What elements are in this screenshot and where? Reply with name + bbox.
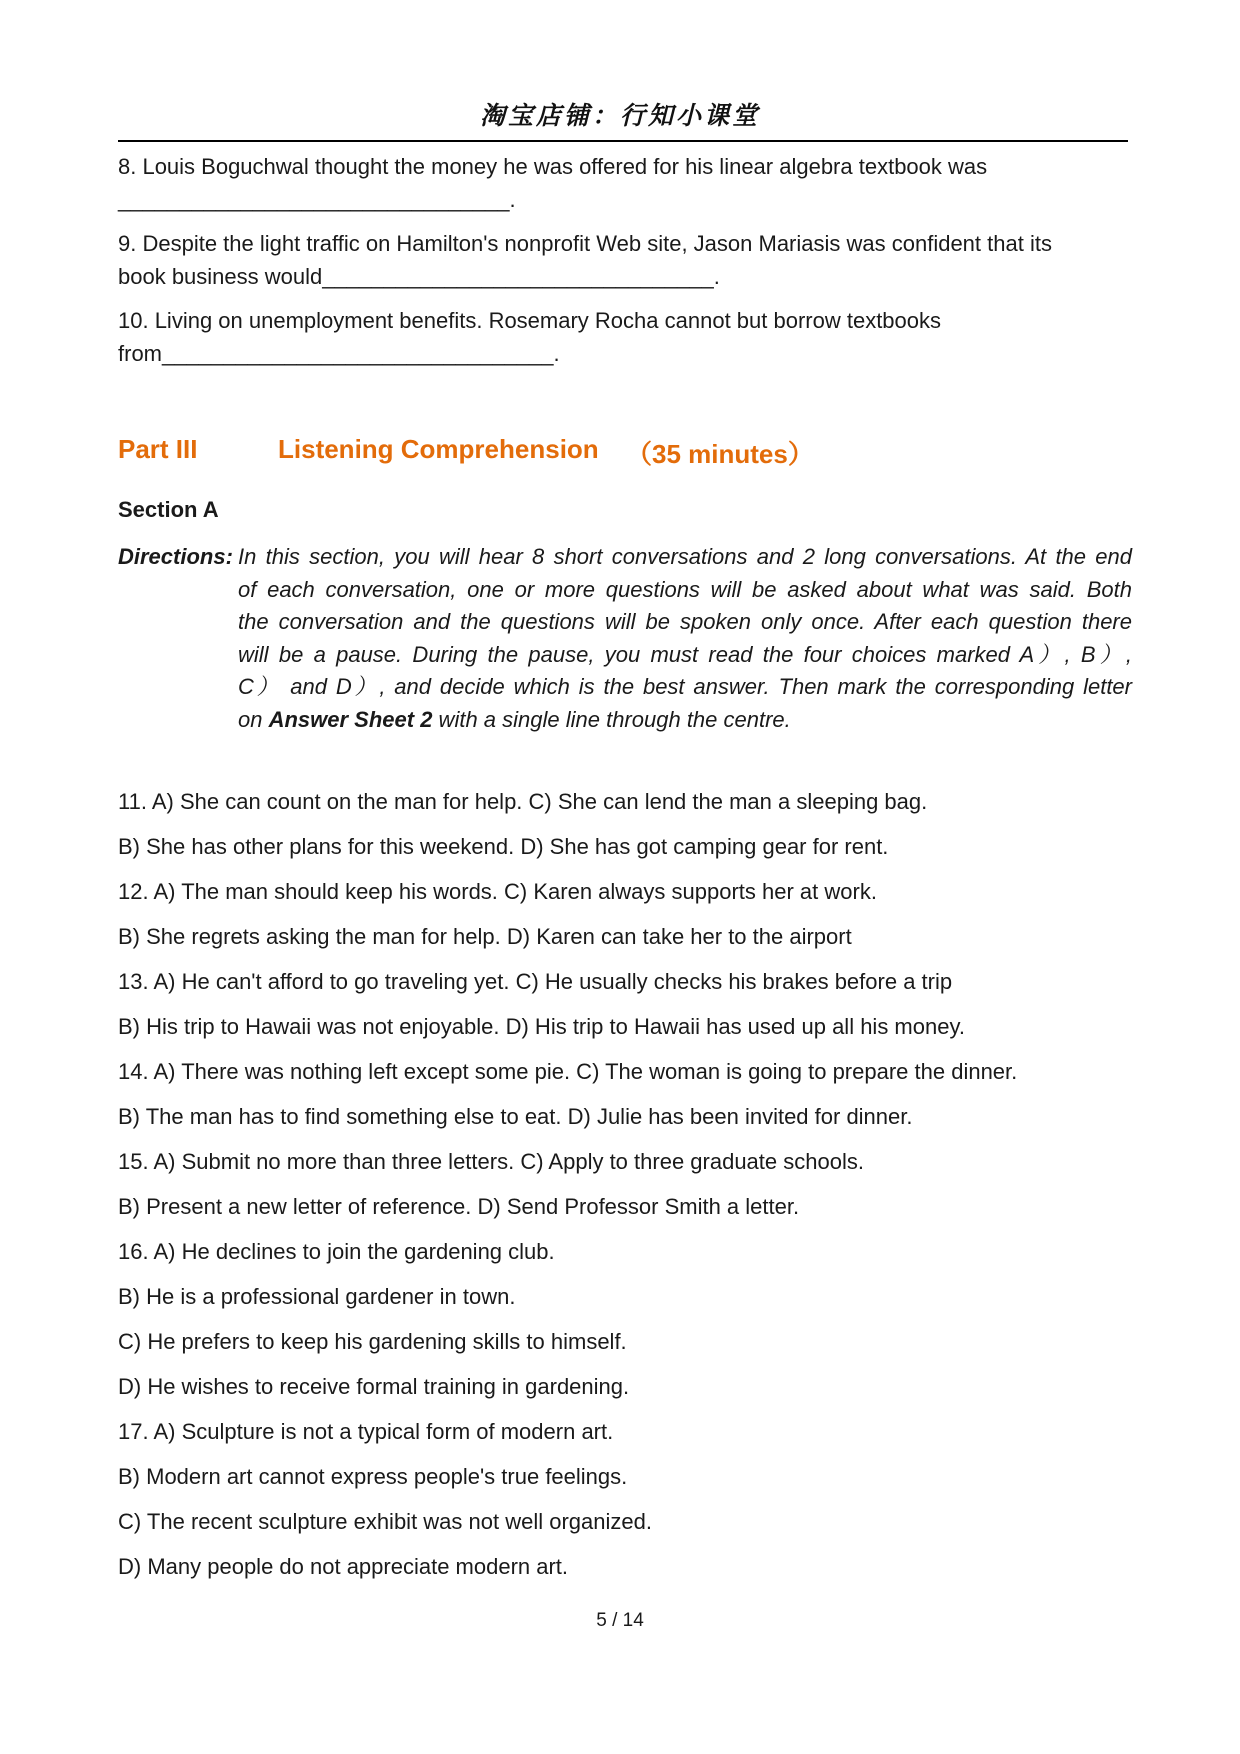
- answer-sheet-label: Answer Sheet 2: [268, 706, 433, 732]
- option-line: D) He wishes to receive formal training in gardening.: [118, 1374, 630, 1399]
- question-9-line-1: 9. Despite the light traffic on Hamilton's nonprofit Web site, Jason Mariasis was confident that its: [118, 231, 1052, 256]
- directions-last-suffix: with a single line through the centre.: [432, 706, 791, 732]
- page-header-title: 淘宝店铺：行知小课堂: [479, 102, 760, 130]
- option-line: B) His trip to Hawaii was not enjoyable. D) His trip to Hawaii has used up all his money.: [118, 1014, 965, 1039]
- part-label: Part III: [118, 434, 198, 464]
- directions-line: C） and D）, and decide which is the best answer. Then mark the corresponding letter: [238, 674, 1132, 700]
- directions-line: the conversation and the questions will be spoken only once. After each question there: [238, 609, 1132, 635]
- section-heading: Section A: [118, 497, 219, 522]
- question-8-line-2: ________________________________.: [118, 187, 516, 212]
- option-line: B) Modern art cannot express people's true feelings.: [118, 1464, 628, 1489]
- option-line: C) The recent sculpture exhibit was not well organized.: [118, 1509, 652, 1534]
- option-line: 13. A) He can't afford to go traveling yet. C) He usually checks his brakes before a trip: [118, 969, 953, 994]
- header-divider: [118, 140, 1128, 142]
- directions-block: [118, 541, 1132, 737]
- option-line: B) Present a new letter of reference. D) Send Professor Smith a letter.: [118, 1194, 800, 1219]
- option-line: 17. A) Sculpture is not a typical form of modern art.: [118, 1419, 614, 1444]
- page-number: 5 / 14: [596, 1610, 644, 1631]
- option-line: B) The man has to find something else to eat. D) Julie has been invited for dinner.: [118, 1104, 913, 1129]
- option-line: 14. A) There was nothing left except some pie. C) The woman is going to prepare the dinner.: [118, 1059, 1018, 1084]
- directions-line: In this section, you will hear 8 short conversations and 2 long conversations. At the end: [238, 544, 1132, 569]
- part-title: Listening Comprehension: [278, 434, 599, 464]
- question-8-line-1: 8. Louis Boguchwal thought the money he was offered for his linear algebra textbook was: [118, 154, 988, 179]
- question-10-line-2: from________________________________.: [118, 341, 560, 366]
- option-line: B) She regrets asking the man for help. D) Karen can take her to the airport: [118, 924, 852, 949]
- directions-label: Directions:: [118, 544, 233, 569]
- option-line: 11. A) She can count on the man for help. C) She can lend the man a sleeping bag.: [118, 789, 928, 814]
- option-line: 12. A) The man should keep his words. C) Karen always supports her at work.: [118, 879, 877, 904]
- question-9-line-2: book business would________________________________.: [118, 264, 720, 289]
- option-line: 16. A) He declines to join the gardening club.: [118, 1239, 555, 1264]
- option-line: C) He prefers to keep his gardening skills to himself.: [118, 1329, 627, 1354]
- question-10-line-1: 10. Living on unemployment benefits. Rosemary Rocha cannot but borrow textbooks: [118, 308, 942, 333]
- option-line: 15. A) Submit no more than three letters. C) Apply to three graduate schools.: [118, 1149, 864, 1174]
- directions-line: of each conversation, one or more questions will be asked about what was said. Both: [238, 576, 1132, 602]
- option-line: B) She has other plans for this weekend. D) She has got camping gear for rent.: [118, 834, 889, 859]
- option-line: D) Many people do not appreciate modern art.: [118, 1554, 569, 1579]
- part-time: （35 minutes）: [626, 439, 814, 469]
- directions-line: will be a pause. During the pause, you must read the four choices marked A）, B）,: [238, 641, 1132, 667]
- directions-last-prefix: on: [238, 706, 269, 732]
- option-line: B) He is a professional gardener in town.: [118, 1284, 516, 1309]
- directions-last-line: [238, 704, 1132, 737]
